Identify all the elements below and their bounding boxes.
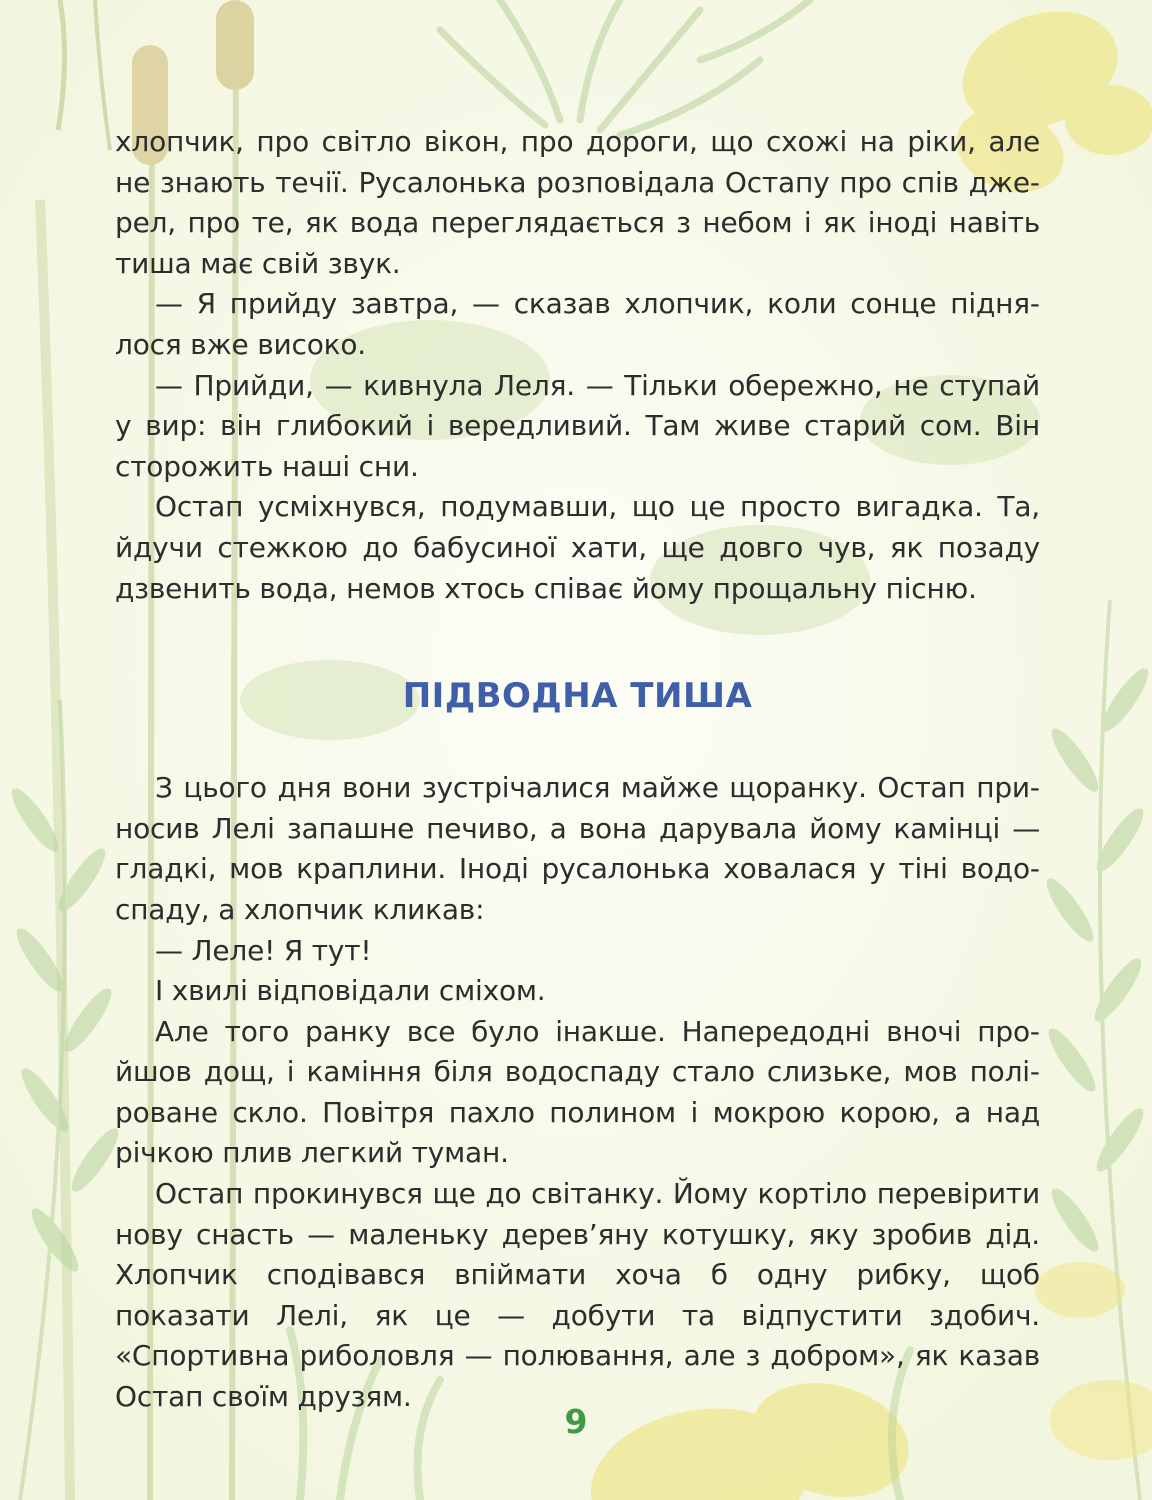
paragraph: Остап усміхнувся, подумавши, що це просто вигадка. Та, йдучи стежкою до бабусиної хати, ще довго чув, як позаду дзвенить вода, немов хтось співає йому прощальну пісню. [115, 490, 1040, 605]
page-number: 9 [564, 1402, 588, 1441]
section-heading: ПІДВОДНА ТИША [402, 676, 753, 717]
paragraph: — Я прийду завтра, — сказав хлопчик, коли сонце піднялося вже високо. [115, 287, 1040, 361]
paragraph: — Прийди, — кивнула Леля. — Тільки обережно, не ступай у вир: він глибокий і вередливий. Там живе старий сом. Він сторожить наші сни. [115, 368, 1040, 483]
paragraph: — Леле! Я тут! [155, 933, 372, 967]
paragraph: хлопчик, про світло вікон, про дороги, що схожі на ріки, але не знають течії. Русалонька розповідала Остапу про спів джерел, про те, як вода переглядається з небом і як іноді навіть тиша має свій звук. [115, 125, 1040, 280]
paragraph: І хвилі відповідали сміхом. [155, 974, 546, 1008]
paragraph: З цього дня вони зустрічалися майже щоранку. Остап приносив Лелі запашне печиво, а вона дарувала йому камінці — гладкі, мов краплини. Іноді русалонька ховалася у тіні водоспаду, а хлопчик кликав: [115, 771, 1040, 926]
paragraph: Але того ранку все було інакше. Напередодні вночі пройшов дощ, і каміння біля водоспаду стало слизьке, мов поліроване скло. Повітря пахло полином і мокрою корою, а над річкою плив легкий туман. [115, 1014, 1040, 1170]
paragraph: Остап прокинувся ще до світанку. Йому кортіло перевірити нову снасть — маленьку дерев’яну котушку, яку зробив дід. Хлопчик сподівався впіймати хоча б одну рибку, щоб показати Лелі, як це — добути та відпустити здобич. «Спортивна риболовля — полювання, але з добром», як казав Остап своїм друзям. [115, 1177, 1040, 1414]
page-text [115, 122, 1040, 1418]
